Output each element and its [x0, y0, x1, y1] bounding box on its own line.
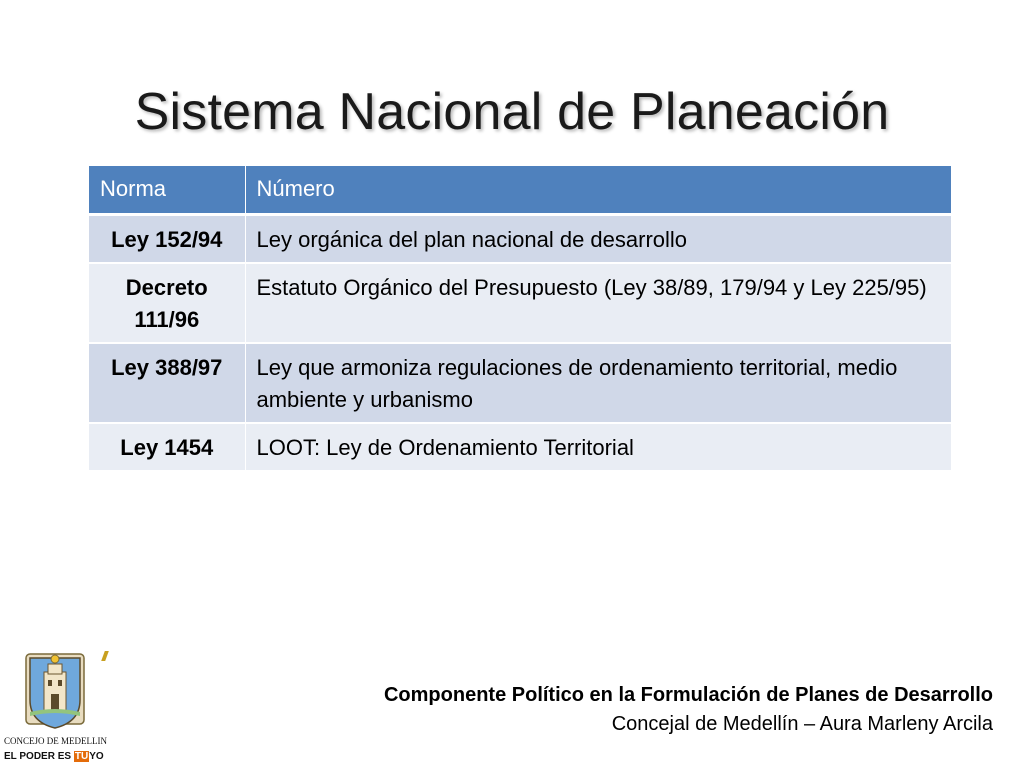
- logo-line-2: [4, 751, 110, 762]
- logo-highlight: TU: [74, 751, 89, 762]
- cell-norma: Decreto 111/96: [89, 263, 245, 343]
- cell-norma: Ley 152/94: [89, 214, 245, 263]
- table-row: [89, 343, 951, 423]
- concejo-logo: [4, 648, 108, 766]
- slide-title: Sistema Nacional de Planeación: [134, 83, 890, 141]
- header-norma: Norma: [89, 166, 245, 214]
- cell-norma: Ley 1454: [89, 423, 245, 471]
- cell-norma: Ley 388/97: [89, 343, 245, 423]
- cell-numero: LOOT: Ley de Ordenamiento Territorial: [245, 423, 951, 471]
- coat-of-arms-icon: [24, 650, 86, 732]
- cell-numero: Ley orgánica del plan nacional de desarrollo: [245, 214, 951, 263]
- footer-line-1: Componente Político en la Formulación de Planes de Desarrollo: [383, 684, 993, 706]
- table-row: [89, 263, 951, 343]
- footer-line-2: Concejal de Medellín – Aura Marleny Arcila: [611, 713, 993, 735]
- cell-numero: Estatuto Orgánico del Presupuesto (Ley 38/89, 179/94 y Ley 225/95): [245, 263, 951, 343]
- logo-suffix: YO: [89, 751, 104, 762]
- norms-table: [89, 166, 952, 472]
- table-header-row: [89, 166, 951, 214]
- header-numero: Número: [245, 166, 951, 214]
- cell-numero: Ley que armoniza regulaciones de ordenamiento territorial, medio ambiente y urbanismo: [245, 343, 951, 423]
- footer: [384, 681, 993, 739]
- logo-prefix: EL PODER ES: [4, 751, 74, 762]
- table-row: [89, 423, 951, 471]
- logo-line-1: CONCEJO DE MEDELLIN: [4, 736, 107, 746]
- table-row: [89, 214, 951, 263]
